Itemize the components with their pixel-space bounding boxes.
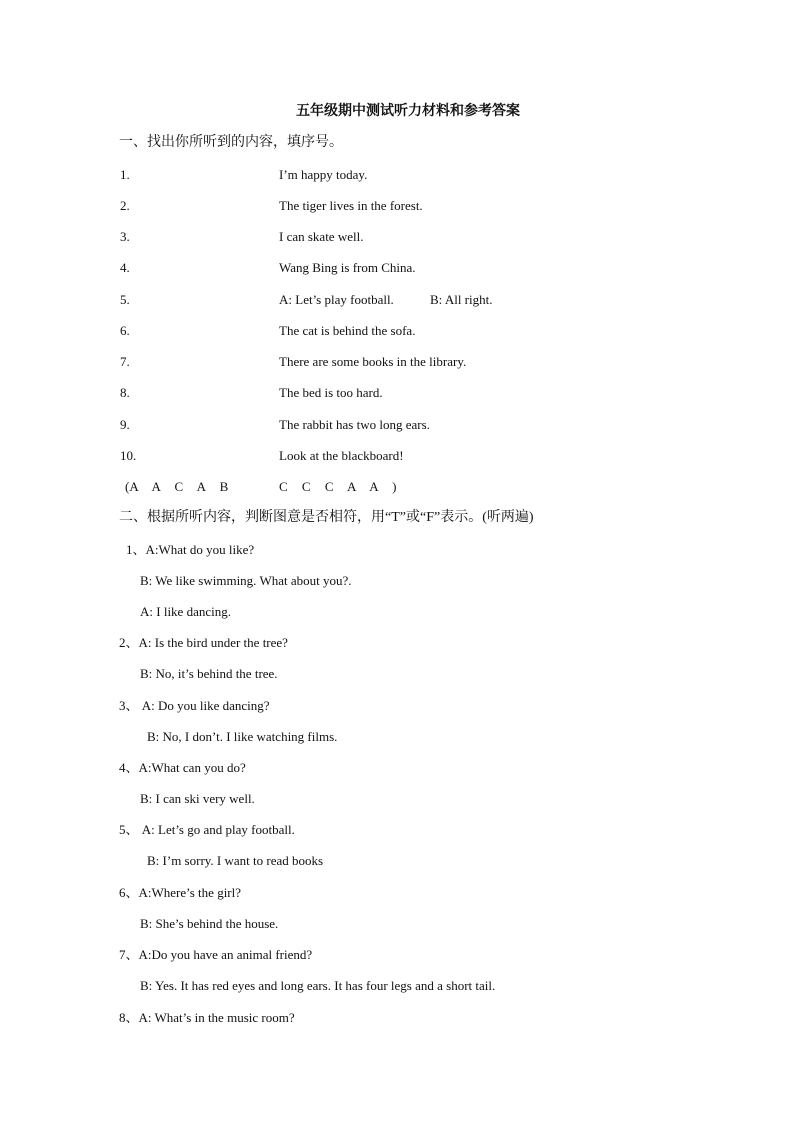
dialogue-line: B: I’m sorry. I want to read books: [147, 853, 324, 868]
item-number: 2.: [120, 198, 130, 213]
item-text: The bed is too hard.: [279, 385, 383, 400]
dialogue-line: B: Yes. It has red eyes and long ears. It has four legs and a short tail.: [140, 978, 496, 993]
item-text: There are some books in the library.: [279, 354, 467, 369]
item-text: I’m happy today.: [279, 167, 368, 182]
item-text: The cat is behind the sofa.: [279, 323, 416, 338]
item-number: 9.: [120, 417, 130, 432]
dialogue-line: B: She’s behind the house.: [140, 916, 279, 931]
dialogue-line: 2、A: Is the bird under the tree?: [119, 635, 288, 650]
dialogue-line: 5、 A: Let’s go and play football.: [119, 822, 295, 837]
item-number: 5.: [120, 292, 130, 307]
answer-key-right: C C C A A ): [279, 479, 397, 494]
item-number: 3.: [120, 229, 130, 244]
page-title: 五年级期中测试听力材料和参考答案: [296, 104, 520, 119]
dialogue-line: B: We like swimming. What about you?.: [140, 573, 352, 588]
item-number: 8.: [120, 385, 130, 400]
item-text-b: B: All right.: [430, 292, 493, 307]
item-number: 4.: [120, 260, 130, 275]
dialogue-line: A: I like dancing.: [140, 604, 231, 619]
item-text: Wang Bing is from China.: [279, 260, 416, 275]
item-number: 10.: [120, 448, 137, 463]
dialogue-line: 6、A:Where’s the girl?: [119, 885, 242, 900]
dialogue-line: 8、A: What’s in the music room?: [119, 1010, 295, 1025]
item-number: 7.: [120, 354, 130, 369]
dialogue-line: 7、A:Do you have an animal friend?: [119, 947, 313, 962]
section2-heading: 二、根据所听内容，判断图意是否相符，用“T”或“F”表示。(听两遍): [119, 510, 534, 525]
dialogue-line: B: No, I don’t. I like watching films.: [147, 729, 338, 744]
item-text: The rabbit has two long ears.: [279, 417, 430, 432]
item-number: 1.: [120, 167, 130, 182]
answer-key-left: (A A C A B: [125, 479, 229, 494]
item-number: 6.: [120, 323, 130, 338]
item-text: Look at the blackboard!: [279, 448, 404, 463]
item-text: I can skate well.: [279, 229, 364, 244]
dialogue-line: B: No, it’s behind the tree.: [140, 666, 278, 681]
section1-heading: 一、找出你所听到的内容，填序号。: [119, 135, 343, 150]
dialogue-line: 4、A:What can you do?: [119, 760, 246, 775]
dialogue-line: B: I can ski very well.: [140, 791, 255, 806]
dialogue-line: 3、 A: Do you like dancing?: [119, 698, 270, 713]
item-text: The tiger lives in the forest.: [279, 198, 423, 213]
item-text: A: Let’s play football.: [279, 292, 394, 307]
dialogue-line: 1、A:What do you like?: [126, 542, 255, 557]
